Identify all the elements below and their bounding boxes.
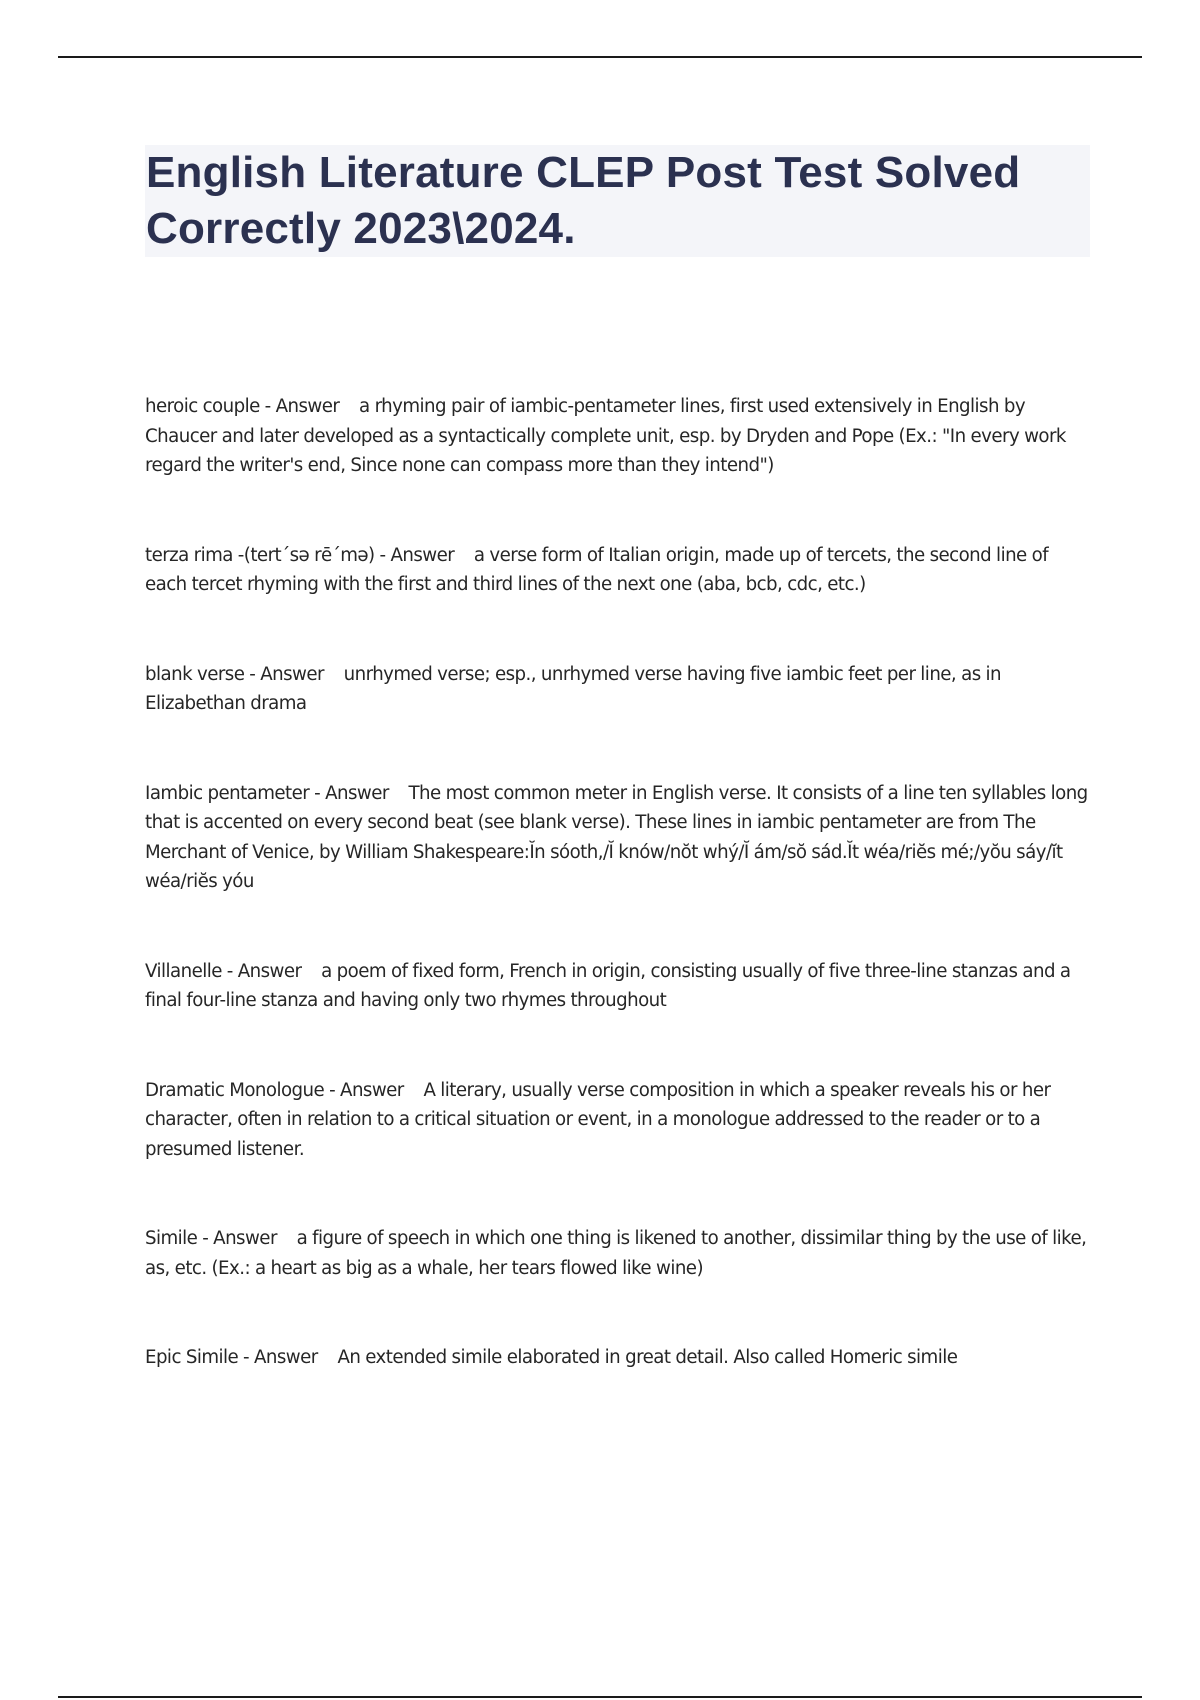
entry-term: Simile - Answer [145,1228,277,1249]
document-title: English Literature CLEP Post Test Solved Correctly 2023\2024. [146,148,1021,253]
entry-term: Iambic pentameter - Answer [145,782,389,804]
entry-definition: a figure of speech in which one thing is likened to another, dissimilar thing by the use of like, as, etc. (Ex.: a heart as big as a whale, her tears flowed like wine) [145,1228,1087,1279]
entry-definition: a verse form of Italian origin, made up of tercets, the second line of each tercet rhyming with the first and third lines of the next one (aba, bcb, cdc, etc.) [145,544,1049,595]
entry-term: blank verse - Answer [145,663,324,685]
entry-term: terza rima -(tert´sə rē´mə) - Answer [145,544,455,566]
title-banner [145,145,1090,257]
flashcard-entry [145,1343,1090,1373]
entry-definition: The most common meter in English verse. It consists of a line ten syllables long that is accented on every second beat (see blank verse). These lines in iambic pentameter are from The Merchant of Venice, by William Shakespeare:Ĭn sóoth,/Ĭ knów/nŏt whý/Ĭ ám/sŏ sád.Ĭt wéa/riĕs mé;/yŏu sáy/ĭt wéa/riĕs yóu [145,782,1088,892]
entry-term: Villanelle - Answer [145,960,302,982]
top-rule [58,56,1142,58]
entry-definition: a rhyming pair of iambic-pentameter lines, first used extensively in English by Chaucer and later developed as a syntactically complete unit, esp. by Dryden and Pope (Ex.: "In every work regard the writer's end, Since none can compass more than they intend") [145,396,1066,476]
flashcard-entry [145,779,1090,897]
entry-term: Epic Simile - Answer [145,1347,318,1368]
entry-definition: a poem of fixed form, French in origin, consisting usually of five three-line stanzas and a final four-line stanza and having only two rhymes throughout [145,960,1071,1011]
entry-term: Dramatic Monologue - Answer [145,1079,404,1101]
flashcard-entry [145,957,1090,1016]
flashcard-entry [145,1076,1090,1165]
entry-definition: unrhymed verse; esp., unrhymed verse having five iambic feet per line, as in Elizabethan drama [145,663,1002,714]
flashcard-entry [145,541,1090,600]
bottom-rule [58,1696,1142,1698]
flashcard-entry [145,392,1090,481]
flashcard-entry [145,1224,1090,1283]
entry-term: heroic couple - Answer [145,396,340,417]
entry-definition: An extended simile elaborated in great detail. Also called Homeric simile [337,1347,958,1368]
flashcard-list [145,392,1090,1373]
entry-definition: A literary, usually verse composition in which a speaker reveals his or her character, often in relation to a critical situation or event, in a monologue addressed to the reader or to a presumed listener. [145,1079,1051,1160]
flashcard-entry [145,660,1090,719]
